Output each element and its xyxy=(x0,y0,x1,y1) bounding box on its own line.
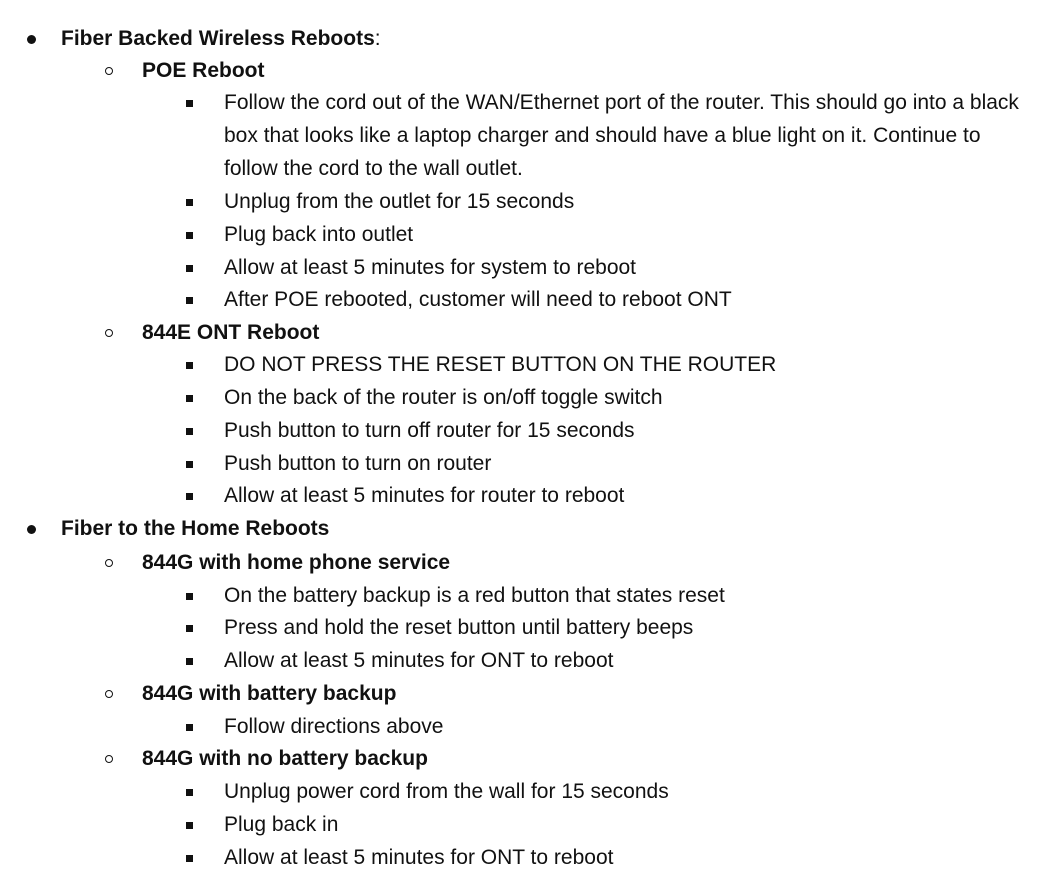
step-text: Allow at least 5 minutes for ONT to reboot xyxy=(224,846,614,869)
step-text: After POE rebooted, customer will need to reboot ONT xyxy=(224,288,732,311)
subsection-title: 844G with home phone service xyxy=(142,551,451,574)
section-title: Fiber Backed Wireless Reboots: xyxy=(61,27,381,50)
step-text: On the battery backup is a red button that states reset xyxy=(224,584,725,607)
step-text: Allow at least 5 minutes for router to reboot xyxy=(224,484,625,507)
bullet-square-icon xyxy=(182,648,196,674)
bullet-square-icon xyxy=(182,418,196,444)
step-text: Follow directions above xyxy=(224,715,444,738)
step-text: Press and hold the reset button until battery beeps xyxy=(224,616,694,639)
step-text: Unplug from the outlet for 15 seconds xyxy=(224,190,575,213)
bullet-square-icon xyxy=(182,451,196,477)
bullet-circle-icon xyxy=(102,58,116,84)
step-text: Push button to turn on router xyxy=(224,452,492,475)
bullet-square-icon xyxy=(182,483,196,509)
bullet-square-icon xyxy=(182,779,196,805)
step-text: Follow the cord out of the WAN/Ethernet port of the router. This should go into a black box that looks like a laptop charger and should have a blue light on it. Continue to follow the cord to the wall outlet. xyxy=(224,91,1019,180)
bullet-square-icon xyxy=(182,222,196,248)
bullet-square-icon xyxy=(182,812,196,838)
step-text: DO NOT PRESS THE RESET BUTTON ON THE ROUTER xyxy=(224,353,777,376)
bullet-circle-icon xyxy=(102,320,116,346)
step-text: Unplug power cord from the wall for 15 seconds xyxy=(224,780,669,803)
step-text: Plug back in xyxy=(224,813,339,836)
bullet-square-icon xyxy=(182,583,196,609)
bullet-square-icon xyxy=(182,845,196,871)
bullet-square-icon xyxy=(182,287,196,313)
bullet-square-icon xyxy=(182,90,196,116)
bullet-square-icon xyxy=(182,352,196,378)
step-text: Allow at least 5 minutes for ONT to reboot xyxy=(224,649,614,672)
subsection-title: 844G with battery backup xyxy=(142,682,397,705)
subsection-title: 844G with no battery backup xyxy=(142,747,428,770)
bullet-square-icon xyxy=(182,615,196,641)
bullet-circle-icon xyxy=(102,746,116,772)
step-text: Push button to turn off router for 15 seconds xyxy=(224,419,635,442)
step-text: Allow at least 5 minutes for system to reboot xyxy=(224,256,637,279)
bullet-disc-icon xyxy=(24,516,38,542)
step-text: On the back of the router is on/off toggle switch xyxy=(224,386,663,409)
section-title: Fiber to the Home Reboots xyxy=(61,517,330,540)
bullet-circle-icon xyxy=(102,681,116,707)
bullet-square-icon xyxy=(182,189,196,215)
subsection-title: 844E ONT Reboot xyxy=(142,321,320,344)
bullet-square-icon xyxy=(182,385,196,411)
bullet-disc-icon xyxy=(24,26,38,52)
bullet-square-icon xyxy=(182,255,196,281)
bullet-square-icon xyxy=(182,714,196,740)
step-text: Plug back into outlet xyxy=(224,223,414,246)
subsection-title: POE Reboot xyxy=(142,59,265,82)
bullet-circle-icon xyxy=(102,550,116,576)
